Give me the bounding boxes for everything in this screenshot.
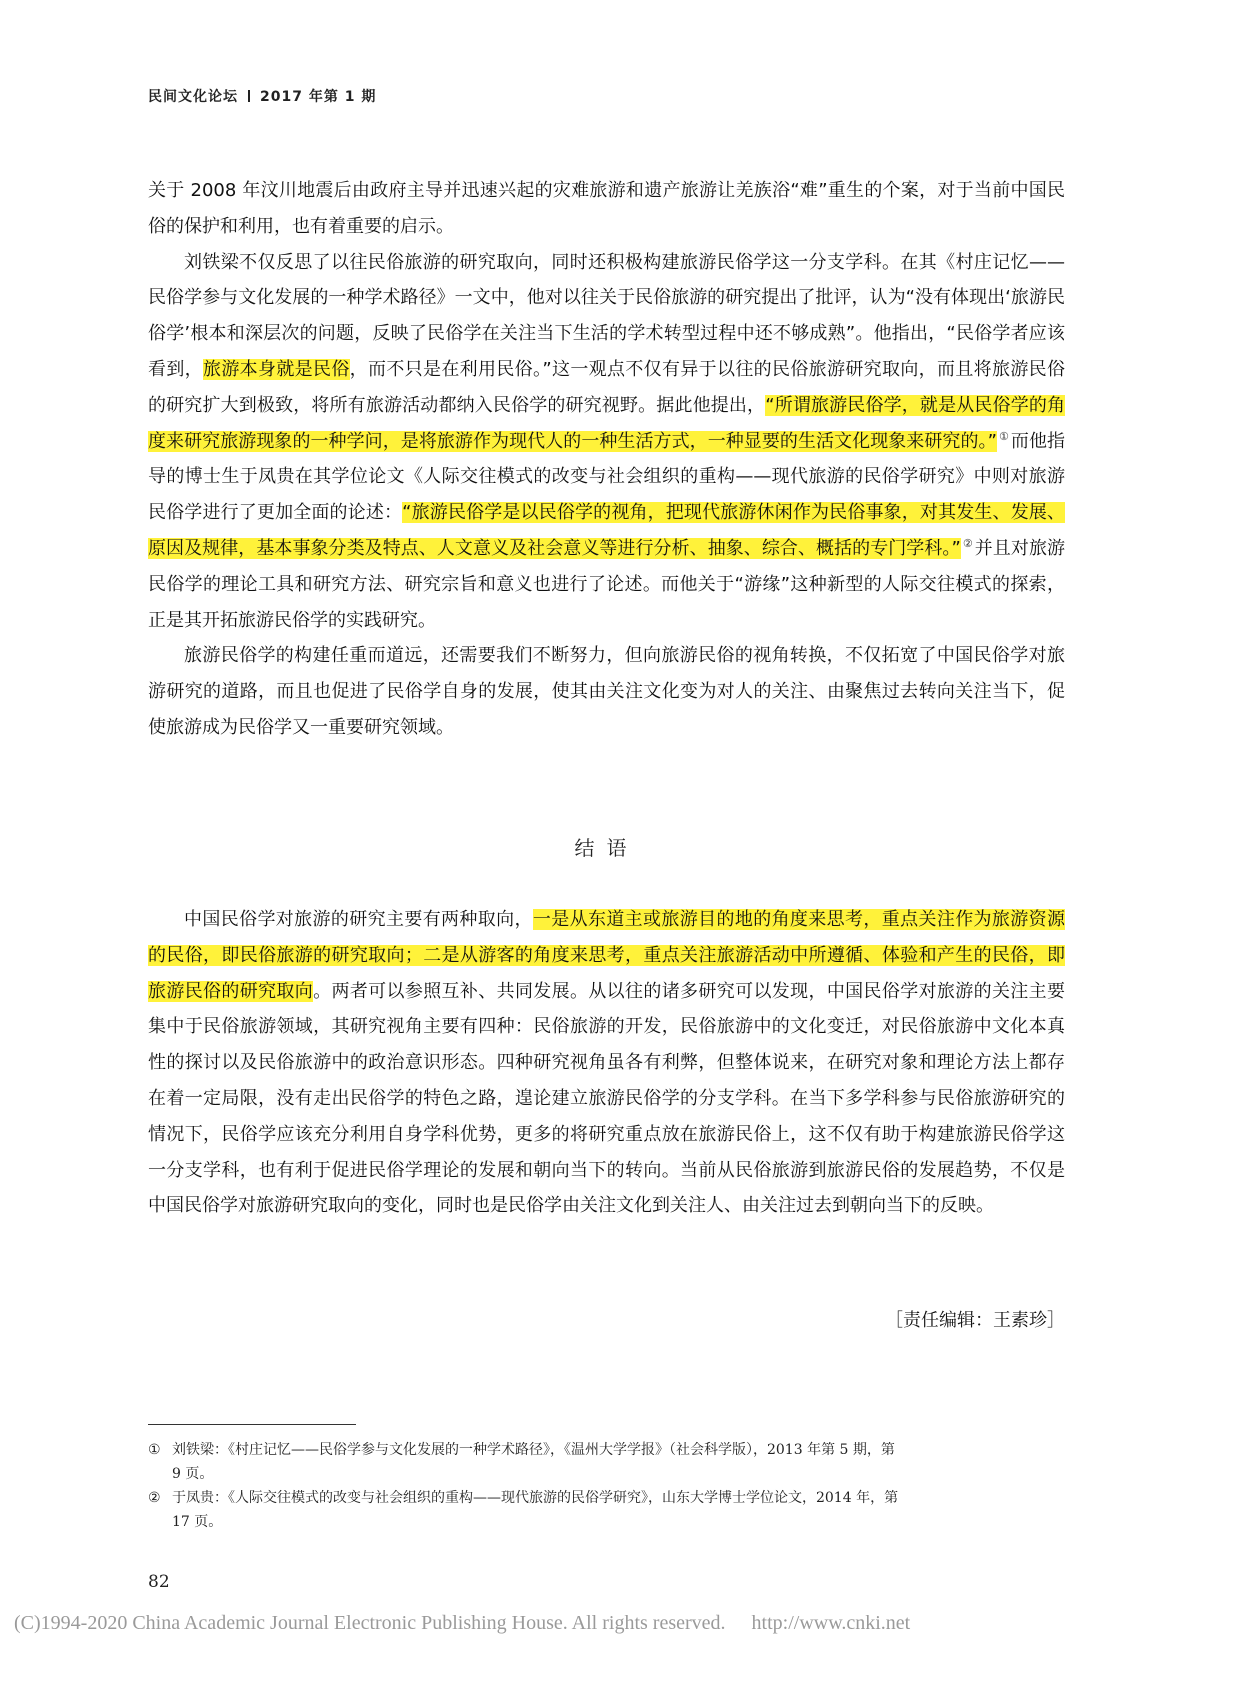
paragraph-text: 而他指导的博士生于凤贵在其学位论文《人际交往模式的改变与社会组织的重构——现代旅游的民俗学研究》中则对旅游民俗学进行了更加全面的论述： xyxy=(148,430,1066,524)
footnote-mark: ① xyxy=(148,1442,161,1458)
paragraph-continuation: 关于 2008 年汶川地震后由政府主导并迅速兴起的灾难旅游和遗产旅游让羌族浴“难”重生的个案，对于当前中国民俗的保护和利用，也有着重要的启示。 xyxy=(148,180,1065,237)
footnote-divider xyxy=(148,1424,356,1425)
highlighted-text: 一是从东道主或旅游目的地的角度来思考，重点关注作为旅游资源的民俗，即民俗旅游的研究取向；二是从游客的角度来思考，重点关注旅游活动中所遵循、体验和产生的民俗，即旅游民俗的研究取向 xyxy=(148,909,1065,1002)
footnote-ref-1[interactable]: ① xyxy=(998,429,1009,443)
paragraph-text: 刘铁梁不仅反思了以往民俗旅游的研究取向，同时还积极构建旅游民俗学这一分支学科。在其《村庄记忆——民俗学参与文化发展的一种学术路径》一文中，他对以往关于民俗旅游的研究提出了批评，认为“没有体现出‘旅游民俗学’根本和深层次的问题，反映了民俗学在关注当下生活的学术转型过程中还不够成熟”。他指出，“民俗学者应该看到， xyxy=(148,251,1065,380)
body-section-1 xyxy=(148,173,1065,746)
body-section-conclusion xyxy=(148,902,1065,1224)
issue-label: 2017 年第 1 期 xyxy=(260,89,377,105)
highlighted-quote: “旅游民俗学是以民俗学的视角，把现代旅游休闲作为民俗事象，对其发生、发展、原因及规律，基本事象分类及特点、人文意义及社会意义等进行分析、抽象、综合、概括的专门学科。” xyxy=(148,502,1066,559)
highlighted-quote: “所谓旅游民俗学，就是从民俗学的角度来研究旅游现象的一种学问，是将旅游作为现代人的一种生活方式，一种显要的生活文化现象来研究的。” xyxy=(148,394,1065,452)
footnote-mark: ② xyxy=(148,1490,161,1506)
paragraph-text: 中国民俗学对旅游的研究主要有两种取向， xyxy=(184,909,533,930)
paragraph-text: 并且对旅游民俗学的理论工具和研究方法、研究宗旨和意义也进行了论述。而他关于“游缘”这种新型的人际交往模式的探索，正是其开拓旅游民俗学的实践研究。 xyxy=(148,537,1066,631)
paragraph-liu-tieliang xyxy=(148,245,1065,639)
footnote-text: 于凤贵：《人际交往模式的改变与社会组织的重构——现代旅游的民俗学研究》，山东大学博士学位论文，2014 年，第 17 页。 xyxy=(172,1490,899,1530)
copyright-footer xyxy=(14,1612,910,1635)
paragraph-conclusion xyxy=(148,902,1065,1224)
section-heading-conclusion: 结语 xyxy=(574,836,639,860)
highlighted-text: 旅游本身就是民俗 xyxy=(203,358,350,380)
footnote-2 xyxy=(148,1486,908,1534)
paragraph-construction: 旅游民俗学的构建任重而道远，还需要我们不断努力，但向旅游民俗的视角转换，不仅拓宽了中国民俗学对旅游研究的道路，而且也促进了民俗学自身的发展，使其由关注文化变为对人的关注、由聚焦过去转向关注当下，促使旅游成为民俗学又一重要研究领域。 xyxy=(148,645,1065,738)
responsible-editor-note: ［责任编辑：王素珍］ xyxy=(885,1310,1065,1331)
header-separator xyxy=(248,90,250,102)
paragraph-text: 。两者可以参照互补、共同发展。从以往的诸多研究可以发现，中国民俗学对旅游的关注主要集中于民俗旅游领域，其研究视角主要有四种：民俗旅游的开发，民俗旅游中的文化变迁，对民俗旅游中文化本真性的探讨以及民俗旅游中的政治意识形态。四种研究视角虽各有利弊，但整体说来，在研究对象和理论方法上都存在着一定局限，没有走出民俗学的特色之路，遑论建立旅游民俗学的分支学科。在当下多学科参与民俗旅游研究的情况下，民俗学应该充分利用自身学科优势，更多的将研究重点放在旅游民俗上，这不仅有助于构建旅游民俗学这一分支学科，也有利于促进民俗学理论的发展和朝向当下的转向。当前从民俗旅游到旅游民俗的发展趋势，不仅是中国民俗学对旅游研究取向的变化，同时也是民俗学由关注文化到关注人、由关注过去到朝向当下的反映。 xyxy=(148,980,1065,1217)
footnote-text: 刘铁梁：《村庄记忆——民俗学参与文化发展的一种学术路径》，《温州大学学报》（社会科学版），2013 年第 5 期，第 9 页。 xyxy=(172,1442,895,1482)
footnotes xyxy=(148,1438,908,1534)
page-number: 82 xyxy=(148,1572,170,1592)
journal-name: 民间文化论坛 xyxy=(148,89,238,105)
running-header xyxy=(148,86,376,106)
footnote-1 xyxy=(148,1438,908,1486)
copyright-text: (C)1994-2020 China Academic Journal Electronic Publishing House. All rights reserved. xyxy=(14,1612,726,1634)
footnote-ref-2[interactable]: ② xyxy=(962,536,973,550)
cnki-link[interactable]: http://www.cnki.net xyxy=(751,1612,911,1634)
paragraph-text: ，而不只是在利用民俗。”这一观点不仅有异于以往的民俗旅游研究取向，而且将旅游民俗的研究扩大到极致，将所有旅游活动都纳入民俗学的研究视野。据此他提出， xyxy=(148,358,1065,416)
